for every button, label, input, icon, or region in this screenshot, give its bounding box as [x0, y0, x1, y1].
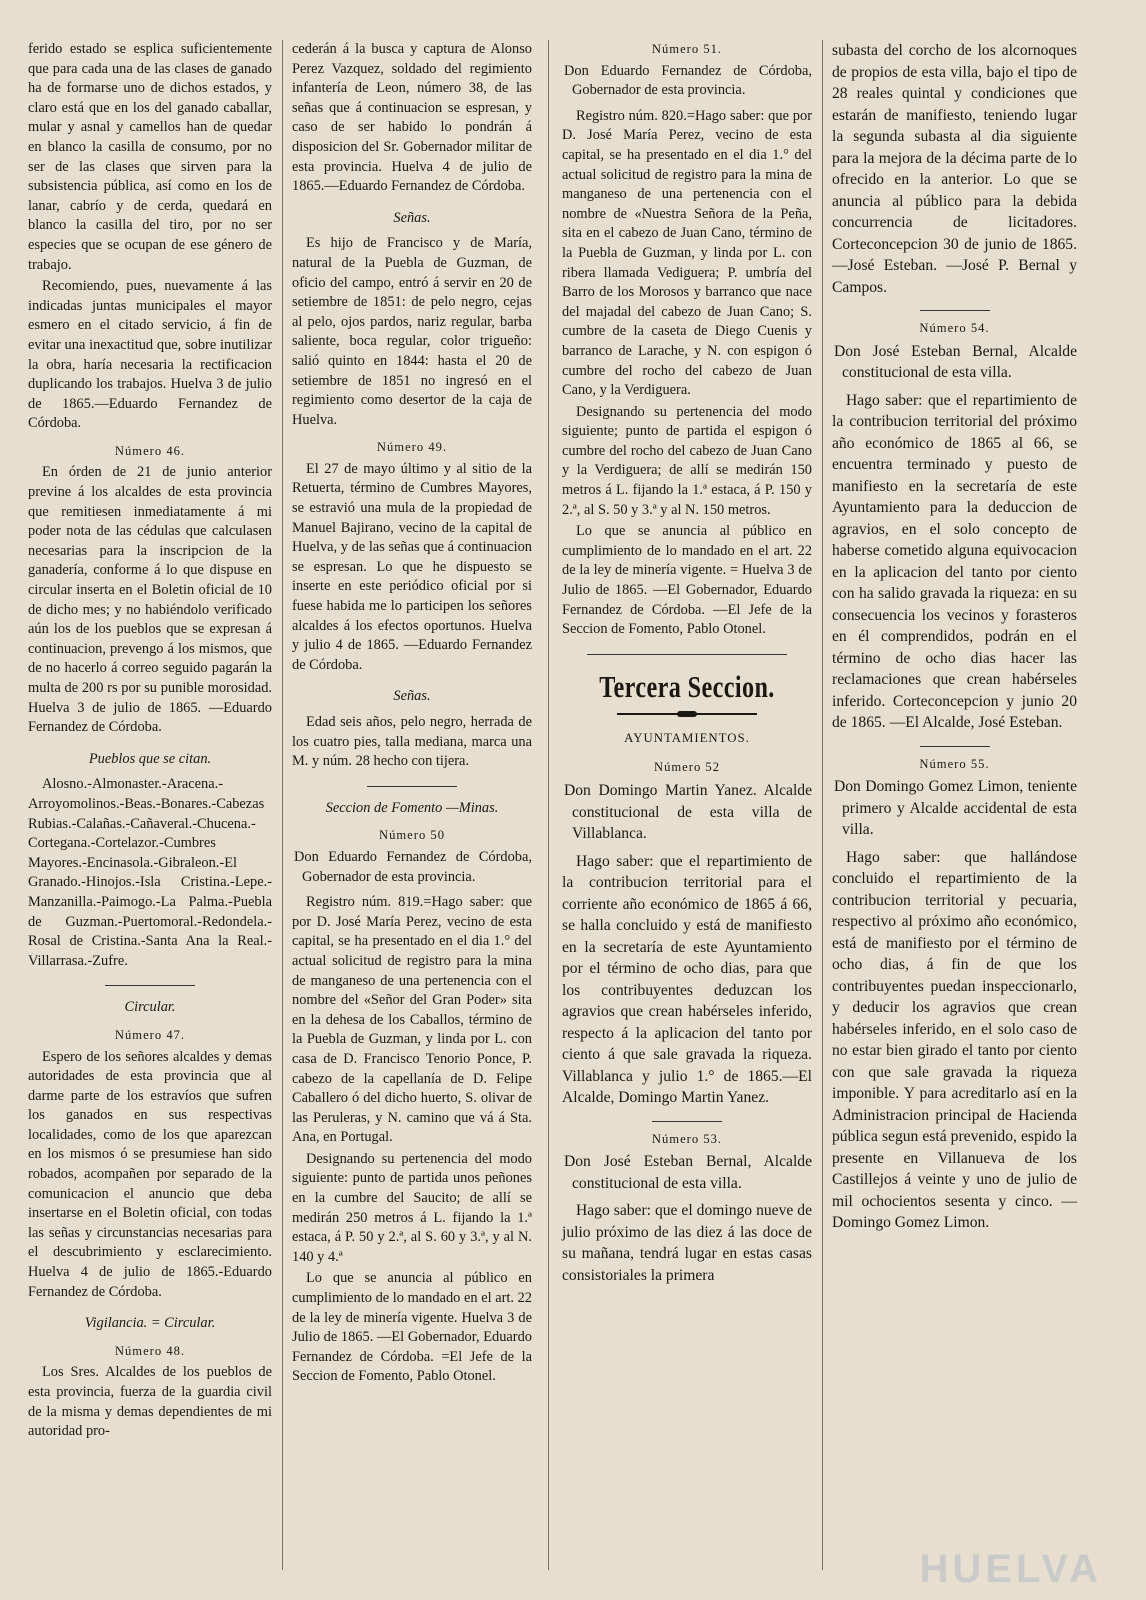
paragraph: Hago saber: que el repartimiento de la contribucion territorial para el corriente año económico de 1865 á 66, se halla concluido y está de manifiesto en la secretaría de este Ayuntamiento por el término de ocho dias, para que los contribuyentes deduzcan los agravios que crean habérseles inferido, respecto á la aplicacion del tanto por ciento á que sale gravada la riqueza. Villablanca y julio 1.° de 1865.—El Alcalde, Domingo Martin Yanez.	[562, 852, 812, 1106]
notice-number: Número 47.	[114, 1027, 186, 1042]
paragraph: Hago saber: que el domingo nueve de julio próximo de las diez á las doce de su mañana, tendrá lugar en estas casas consistoriales la primera	[562, 1202, 812, 1284]
official-title: Don Domingo Martin Yanez. Alcalde constitucional de esta villa de Villablanca.	[564, 782, 812, 842]
notice-number: Número 52	[653, 760, 720, 775]
column-3	[562, 40, 812, 1288]
column-rule	[822, 40, 823, 1570]
ornament-rule	[617, 711, 757, 717]
paragraph: El 27 de mayo último y al sitio de la Retuerta, término de Cumbres Mayores, se estravió una mula de la propiedad de Manuel Bajirano, vecino de la capital de Huelva, y de las señas que á continuacion se espresan. Lo que he dispuesto se inserte en este periódico oficial por si fuese habida me lo participen los señores alcaldes á los efectos oportunos. Huelva y julio 4 de 1865. —Eduardo Fernandez de Córdoba.	[292, 460, 532, 673]
divider	[920, 746, 990, 747]
paragraph: Es hijo de Francisco y de María, natural de la Puebla de Guzman, de oficio del campo, entró á servir en 20 de setiembre de 1851: de pelo negro, cejas al pelo, ojos pardos, nariz regular, barba saliente, boca regular, color trigueño: salió quinto en 1844: hasta el 20 de setiembre de 1851 no ingresó en el regimiento como desertor de la caja de Huelva.	[292, 235, 532, 428]
divider	[652, 1121, 722, 1122]
paragraph: Lo que se anuncia al público en cumplimiento de lo mandado en el art. 22 de la ley de minería vigente. = Huelva 3 de Julio de 1865. —El Gobernador, Eduardo Fernandez de Córdoba. —El Jefe de la Seccion de Fomento, Pablo Otonel.	[562, 523, 812, 638]
notice-number: Número 55.	[919, 756, 990, 771]
paragraph: Designando su pertenencia del modo siguiente: punto de partida unos peñones en la cumbre del Saucito; de allí se medirán 250 metros á L. fijando la 1.ª estaca, á P. 50 y 2.ª, al S. 60 y 3.ª, y al N. 140 y 4.ª	[292, 1150, 532, 1265]
paragraph: En órden de 21 de junio anterior previne á los alcaldes de esta provincia que remitiesen inmediatamente á mi poder nota de las cédulas que calculasen necesarias para la inscripcion de la ganadería, conforme á lo que dispuse en circular inserta en el Boletin oficial de 10 de dicho mes; y no habiéndolo verificado aún los de los pueblos que se expresan á continuacion, prevengo á los mismos, que de no hacerlo á correo seguido pagarán la multa de 200 rs por su punible morosidad. Huelva 3 de julio de 1865. —Eduardo Fernandez de Córdoba.	[28, 464, 272, 736]
paragraph: Registro núm. 820.=Hago saber: que por D. José María Perez, vecino de esta capital, se ha presentado en el dia 1.° del actual solicitud de registro para la mina de manganeso de una pertenencia con el nombre de «Nuestra Señora de la Peña, sita en el cabezo de Juan Cano, término de la Puebla de Guzman, y linda por L. con ribera llamada Vediguera; P. umbría del Barro de los Morosos y barranco que nace del majadal del cabezo de Juan Cano; S. cumbre de la caseta de Diego Cuenis y barranco de Larache, y N. con espigon ó cumbre del rocho del cabezo de Juan Cano, y la Verdiguera.	[562, 107, 812, 399]
paragraph: Hago saber: que el repartimiento de la contribucion territorial del próximo año económico de 1865 al 66, se encuentra terminado y puesto de manifiesto en la secretaría de este Ayuntamiento para la deduccion de agravios, en el solo concepto de haberse cometido alguna equivocacion en la aplicacion del tanto por ciento con ha salido gravada la riqueza: en su consecuencia los vecinos y forasteros en él comprendidos, podrán en el término de ocho dias hacer las reclamaciones que crean habérseles inferido. Corteconcepcion y junio 20 de 1865. —El Alcalde, José Esteban.	[832, 391, 1077, 732]
paragraph: Recomiendo, pues, nuevamente á las indicadas juntas municipales el mayor esmero en el citado servicio, á fin de evitar una inexactitud que, sobre inutilizar la obra, haría necesaria la rectificacion duplicando los trabajos. Huelva 3 de julio de 1865.—Eduardo Fernandez de Córdoba.	[28, 278, 272, 432]
subheading: Vigilancia. = Circular.	[84, 1315, 216, 1332]
notice-number: Número 53.	[651, 1131, 723, 1146]
paragraph: subasta del corcho de los alcornoques de propios de esta villa, bajo el tipo de 28 reales quintal y condiciones que estarán de manifiesto, teniendo lugar la segunda subasta al dia siguiente para la mejora de la décima parte de lo ofrecido en la anterior. Lo que se anuncia al público para la debida concurrencia de licitadores. Corteconcepcion 30 de junio de 1865. —José Esteban. —José P. Bernal y Campos.	[832, 42, 1077, 296]
subheading: Pueblos que se citan.	[88, 750, 212, 767]
subheading: Señas.	[393, 688, 431, 705]
column-rule	[548, 40, 549, 1570]
notice-number: Número 50	[378, 828, 445, 843]
divider	[367, 786, 457, 787]
column-4	[832, 40, 1077, 1236]
divider	[920, 310, 990, 311]
notice-number: Número 49.	[376, 440, 448, 455]
subheading: Seccion de Fomento —Minas.	[325, 799, 499, 816]
column-2	[292, 40, 532, 1389]
official-title: Don José Esteban Bernal, Alcalde constitucional de esta villa.	[834, 342, 1077, 382]
column-1	[28, 40, 272, 1444]
paragraph: Espero de los señores alcaldes y demas autoridades de esta provincia que al darme parte de los estravíos que sufren los ganados en sus respectivas localidades, como de los que aparezcan en los mismos ó se presumiese han sido robados, acompañen por separado de la comunicacion el anuncio que deba insertarse en el Boletin oficial, con todas las señas y circunstancias necesarias para el descubrimiento y esclarecimiento. Huelva 4 de julio de 1865.-Eduardo Fernandez de Córdoba.	[28, 1048, 272, 1300]
section-title: Tercera Seccion.	[599, 668, 775, 704]
notice-number: Número 48.	[114, 1343, 186, 1358]
official-title: Don Eduardo Fernandez de Córdoba, Gobernador de esta provincia.	[294, 848, 532, 885]
official-title: Don Eduardo Fernandez de Córdoba, Gobernador de esta provincia.	[564, 62, 812, 99]
paragraph: Designando su pertenencia del modo siguiente; punto de partida el espigon ó cumbre del rocho del cabezo de Juan Cano y la Verdiguera; de allí se medirán 150 metros á L. fijando la 1.ª estaca, á P. 150 y 2.ª, al S. 50 y 3.ª y al N. 150 metros.	[562, 403, 812, 518]
paragraph: Alosno.-Almonaster.-Aracena.-Arroyomolinos.-Beas.-Bonares.-Cabezas Rubias.-Calañas.-Cañaveral.-Chucena.-Cortegana.-Cortelazor.-Cumbres Mayores.-Encinasola.-Gibraleon.-El Granado.-Hinojos.-Isla Cristina.-Lepe.-Manzanilla.-Paimogo.-La Palma.-Puebla de Guzman.-Puertomoral.-Redondela.-Rosal de Cristina.-Santa Ana la Real.-Villarrasa.-Zufre.	[28, 776, 272, 969]
divider	[105, 985, 195, 986]
paragraph: ferido estado se esplica suficientemente que para cada una de las clases de ganado ha de formarse uno de dichos estados, y claro está que en los del ganado caballar, mular y asnal y camellos han de quedar en blanco la casilla de consumo, por no ser de las clases que sirven para la subsistencia pública, así como en los de lanar, cabrío y de cerda, quedará en blanco la casilla del tiro, por no ser especies que se ocupan de ese género de trabajo.	[28, 41, 272, 273]
notice-number: Número 54.	[919, 321, 990, 335]
section-subheading: AYUNTAMIENTOS.	[624, 730, 750, 745]
divider	[587, 654, 787, 655]
official-title: Don Domingo Gomez Limon, teniente primero y Alcalde accidental de esta villa.	[834, 778, 1077, 839]
paragraph: Registro núm. 819.=Hago saber: que por D. José María Perez, vecino de esta capital, se ha presentado en el dia 1.° del actual solicitud de registro para la mina de manganeso de una pertenencia con el nombre del «Señor del Gran Poder» sita en la dehesa de los Caballos, término de la Puebla de Guzman, y linda por L. con casa de D. Francisco Tenorio Ponce, P. cabezo de la capellanía de D. Felipe Caballero ó del dicho huerto, S. olivar de las Peruleras, y N. camino que vá á Sta. Ana, en Portugal.	[292, 894, 532, 1146]
subheading: Señas.	[393, 209, 431, 226]
paragraph: cederán á la busca y captura de Alonso Perez Vazquez, soldado del regimiento infantería de Leon, número 38, de las señas que á continuacion se espresan, y caso de ser habido lo pondrán á disposicion del Sr. Gobernador militar de esta provincia. Huelva 4 de julio de 1865.—Eduardo Fernandez de Córdoba.	[292, 41, 532, 195]
notice-number: Número 46.	[114, 443, 186, 458]
paragraph: Hago saber: que hallándose concluido el repartimiento de la contribucion territorial y pecuaria, respectivo al próximo año económico, está de manifiesto por el término de ocho dias, á fin de que los contribuyentes puedan inspeccionarlo, y deducir los agravios que crean habérseles inferido, en el solo caso de no estar bien girado el tanto por ciento con que sale gravada la riqueza imponible. Y para acreditarlo así en la Administracion principal de Hacienda pública segun está prevenido, espido la presente en Villanueva de los Castillejos á veinte y uno de julio de mil ochocientos sesenta y cinco. —Domingo Gomez Limon.	[832, 848, 1077, 1232]
paragraph: Los Sres. Alcaldes de los pueblos de esta provincia, fuerza de la guardia civil de la misma y demas dependientes de mi autoridad pro-	[28, 1364, 272, 1440]
paragraph: Lo que se anuncia al público en cumplimiento de lo mandado en el art. 22 de la ley de minería vigente. Huelva 3 de Julio de 1865. —El Gobernador, Eduardo Fernandez de Córdoba. =El Jefe de la Seccion de Fomento, Pablo Otonel.	[292, 1270, 532, 1385]
subheading: Circular.	[124, 999, 176, 1016]
column-rule	[282, 40, 283, 1570]
archive-watermark: HUELVA	[919, 1547, 1102, 1591]
notice-52	[562, 758, 812, 1286]
notice-number: Número 51.	[651, 42, 723, 56]
official-title: Don José Esteban Bernal, Alcalde constitucional de esta villa.	[564, 1153, 812, 1192]
paragraph: Edad seis años, pelo negro, herrada de los cuatro pies, talla mediana, marca una M. y núm. 28 hecho con tijera.	[292, 714, 532, 770]
